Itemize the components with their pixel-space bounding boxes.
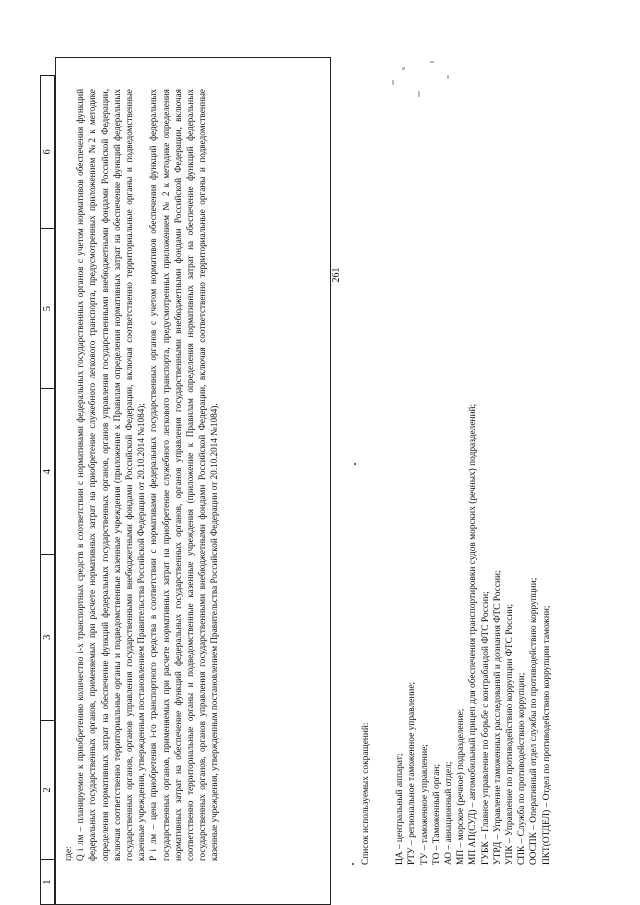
column-header: 2 xyxy=(41,720,55,860)
column-header: 6 xyxy=(41,76,55,229)
abbreviation-item: УТРД – Управление таможенных расследований и дознания ФТС России; xyxy=(492,570,503,865)
abbreviation-item: ПКТ(ОТДЕЛ) – Отдел по противодействию коррупции таможни; xyxy=(541,605,552,865)
column-header: 4 xyxy=(41,389,55,555)
column-header: 3 xyxy=(41,554,55,720)
abbreviation-item: РТУ – региональное таможенное управление; xyxy=(407,681,418,865)
abbreviation-item: МП АП(СУД) – автомобильный прицеп для обеспечения транспортировки судов морских (речных) подразделений; xyxy=(468,403,479,865)
abbreviations-title: Список используемых сокращений: xyxy=(361,722,371,865)
column-header-table xyxy=(40,75,55,905)
intro-text: где: xyxy=(63,846,73,861)
abbreviation-item: ТУ – таможенное управление; xyxy=(419,744,430,865)
scan-speck xyxy=(447,75,449,79)
abbreviation-item: ГУБК – Главное управление по борьбе с контрабандой ФТС России; xyxy=(480,591,491,865)
abbreviations-list xyxy=(360,345,553,865)
abbreviation-item: ЦА – центральный аппарат; xyxy=(395,753,406,865)
abbreviation-item: АО – авиационный отдел; xyxy=(444,761,455,865)
abbreviation-item: СПК – Служба по противодействию коррупции; xyxy=(517,672,528,865)
formula-explanation xyxy=(62,89,221,861)
abbreviation-item: ООСПК – Оперативный отдел службы по противодействию коррупции; xyxy=(529,577,540,865)
paragraph-price: P i лм – цена приобретения i-го транспортного средства в соответствии с нормативами федеральных государственных органов с учетом нормативов обеспечения функций федеральных государственных органов, применяемых при расчете нормативных затрат на приобретение служебного легкового транспорта, предусмотренных приложением № 2 к методике определения нормативных затрат на обеспечение функций федеральных государственных органов, органов управления государственными внебюджетными фондами Российской Федерации, включая соответственно территориальные органы и подведомственные казенные учреждения (приложение к Правилам определения нормативных затрат на обеспечение функций федеральных государственных органов, органов управления государственными внебюджетными фондами Российской Федерации, включая соответственно территориальные органы и подведомственные казенные учреждения, утвержденным постановлением Правительства Российской Федерации от 20.10.2014 №1084). xyxy=(148,89,220,861)
paragraph-quantity: Q i лм – планируемое к приобретению количество i-х транспортных средств в соответствии с нормативами федеральных государственных органов с учетом нормативов обеспечения функций федеральных государственных органов, применяемых при расчете нормативных затрат на приобретение служебного легкового транспорта, предусмотренных приложением №2 к методике определения нормативных затрат на обеспечение функций федеральных государственных органов, органов управления государственными внебюджетными фондами Российской Федерации, включая соответственно территориальные органы и подведомственные казенные учреждения (приложение к Правилам определения нормативных затрат на обеспечение функций федеральных государственных органов, органов управления государственными внебюджетными фондами Российской Федерации, включая соответственно территориальные органы и подведомственные казенные учреждения, утвержденным постановлением Правительства Российской Федерации от 20.10.2014 №1084); xyxy=(75,89,147,861)
scan-speck xyxy=(352,863,354,865)
column-header: 5 xyxy=(41,228,55,389)
abbreviation-item: МП – морское (речное) подразделение; xyxy=(456,708,467,865)
scan-speck xyxy=(392,80,394,85)
abbreviation-item: УПК – Управление по противодействию коррупции ФТС России; xyxy=(505,603,516,865)
scan-speck xyxy=(418,91,420,97)
scan-speck xyxy=(430,61,434,63)
column-header: 1 xyxy=(41,860,55,905)
scan-speck xyxy=(402,67,405,70)
page-number: 261 xyxy=(331,267,342,283)
scan-speck xyxy=(354,463,356,465)
abbreviation-item: ТО – Таможенный орган; xyxy=(431,764,442,865)
